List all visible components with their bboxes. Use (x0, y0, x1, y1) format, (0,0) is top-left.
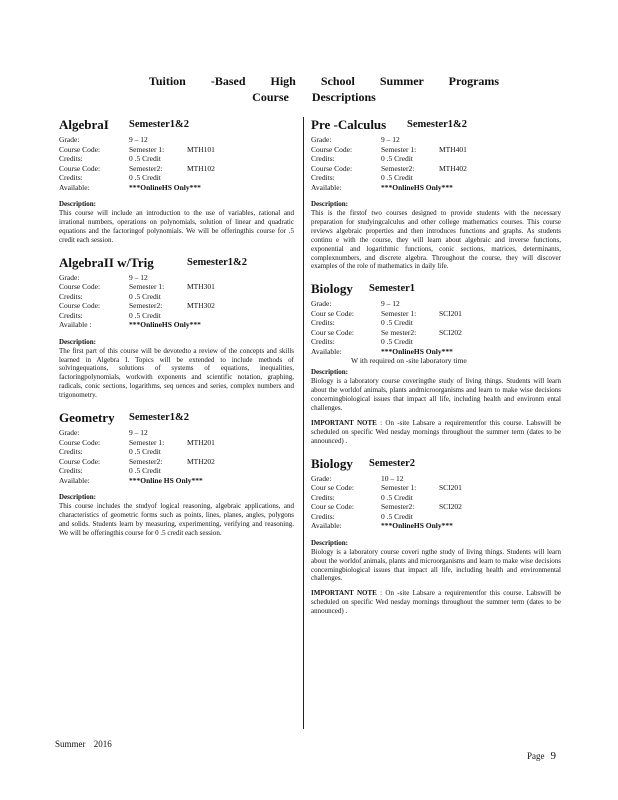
footer-term: Summer 2016 (55, 739, 112, 749)
course-semesters: Semester2 (369, 457, 416, 469)
description-heading: Description: (59, 200, 96, 208)
credits-label: Credits: (311, 492, 335, 502)
course-description: Biology is a laboratory course coveringthe study of living things. Students will learn about the worldof animals, plants andmicroorganisms and learn to make wise decisions concerningbiological issues that impact all life, including health and environm ental challenges. (311, 377, 561, 413)
semester1-label: Semester 1: (381, 308, 417, 318)
course-code-label: Course Code: (59, 144, 101, 154)
course-code-1: MTH301 (187, 282, 215, 292)
grade-label: Grade: (59, 135, 80, 144)
course-semesters: Semester1&2 (407, 119, 468, 130)
semester1-label: Semester 1: (381, 144, 417, 154)
credit-value-2: 0 .5 Credit (381, 511, 413, 521)
page-label: Page (527, 751, 545, 761)
course-code-label: Cour se Code: (311, 327, 354, 337)
document-title: Tuition -Based High School Summer Programs (148, 74, 500, 88)
important-note-label: IMPORTANT NOTE (311, 418, 377, 427)
available-label: Available: (311, 346, 342, 356)
course-code-label: Course Code: (311, 144, 353, 154)
course-code-label: Course Code: (59, 163, 101, 173)
important-note-label: IMPORTANT NOTE (311, 589, 377, 598)
course-pre-calculus (311, 117, 561, 271)
credit-value-1: 0 .5 Credit (381, 318, 413, 328)
course-code-label: Course Code: (59, 282, 101, 292)
course-algebra-2-trig (59, 255, 294, 400)
credit-value-2: 0 .5 Credit (381, 173, 413, 182)
credit-value-2: 0 .5 Credit (129, 310, 161, 320)
available-label: Available: (59, 475, 90, 485)
footer-page (527, 750, 556, 762)
course-code-label: Course Code: (311, 163, 353, 173)
left-column (59, 117, 294, 548)
course-code-1: MTH201 (187, 437, 215, 447)
important-note-text: : On -site Labsare a requirementfor this course. Labswill be scheduled on specific Wed nesday mornings throughout the summer term (dates to be announced) . (311, 589, 562, 616)
credits-label: Credits: (59, 310, 83, 320)
credits-label: Credits: (59, 466, 83, 476)
column-divider (303, 117, 304, 729)
semester2-label: Se mester2: (381, 327, 417, 337)
important-note (311, 589, 561, 616)
credit-value-2: 0 .5 Credit (381, 337, 413, 347)
course-description: Biology is a laboratory course coveri ngthe study of living things. Students will learn about the worldof animals, plants and microorganisms and learn to make wise decisions concerningbiological issues that impact all life, including health and environmental challenges. (311, 547, 561, 583)
credit-value-1: 0 .5 Credit (381, 492, 413, 502)
grade-value: 9 – 12 (381, 299, 400, 309)
grade-label: Grade: (311, 473, 332, 483)
description-heading: Description: (311, 538, 348, 547)
credit-value-1: 0 .5 Credit (129, 154, 161, 163)
semester2-label: Semester2: (381, 163, 415, 173)
course-code-2: SCI202 (439, 502, 462, 512)
credit-value-1: 0 .5 Credit (129, 447, 161, 457)
availability-value: ***Online HS Only*** (129, 475, 203, 485)
course-title: AlgebraII w/Trig (59, 254, 154, 270)
semester2-label: Semester2: (129, 163, 163, 173)
semester1-label: Semester 1: (129, 437, 165, 447)
course-title: Biology (311, 455, 353, 471)
available-label: Available: (59, 182, 90, 192)
credit-value-1: 0 .5 Credit (129, 291, 161, 301)
availability-value: ***OnlineHS Only*** (381, 182, 453, 192)
document-subtitle: Course Descriptions (252, 90, 376, 104)
important-note-text: : On -site Labsare a requirementfor this course. Labswill be scheduled on specific Wed nesday mornings throughout the summer term (dates to be announced) . (311, 418, 562, 445)
course-code-1: SCI201 (439, 308, 462, 318)
grade-value: 10 – 12 (381, 473, 404, 483)
credits-label: Credits: (311, 511, 335, 521)
course-semesters: Semester1&2 (129, 119, 190, 130)
course-code-label: Course Code: (59, 437, 101, 447)
credit-value-1: 0 .5 Credit (381, 154, 413, 163)
grade-label: Grade: (59, 272, 80, 282)
credit-value-2: 0 .5 Credit (129, 466, 161, 476)
credit-value-2: 0 .5 Credit (129, 173, 161, 182)
available-label: Available: (311, 182, 342, 192)
grade-value: 9 – 12 (129, 428, 148, 438)
semester2-label: Semester2: (381, 502, 415, 512)
course-code-1: MTH401 (439, 144, 467, 154)
grade-label: Grade: (59, 428, 80, 438)
course-code-label: Course Code: (59, 301, 101, 311)
description-heading: Description: (59, 493, 96, 502)
credits-label: Credits: (311, 154, 335, 163)
semester2-label: Semester2: (129, 301, 163, 311)
course-code-2: MTH402 (439, 163, 467, 173)
course-code-label: Cour se Code: (311, 308, 354, 318)
grade-value: 9 – 12 (129, 135, 148, 144)
course-biology-semester-2 (311, 456, 561, 616)
availability-value: ***OnlineHS Only*** (381, 521, 453, 531)
course-code-label: Cour se Code: (311, 483, 354, 493)
semester1-label: Semester 1: (381, 483, 417, 493)
description-heading: Description: (59, 337, 96, 346)
credits-label: Credits: (59, 447, 83, 457)
grade-value: 9 – 12 (381, 135, 400, 144)
credits-label: Credits: (311, 173, 335, 182)
course-code-2: SCI202 (439, 327, 462, 337)
availability-value: ***OnlineHS Only*** (129, 182, 201, 192)
semester1-label: Semester 1: (129, 144, 165, 154)
course-description: This is the firstof two courses designed to provide students with the necessary preparation for studyingcalculus and other college mathematics courses. This course reviews algebraic properties and then introduces functions and graphs. As students continu e with the course, they will learn about algebraic and inverse functions, exponential and logarithmic functions, conic sections, matrices, determinants, complexnumbers, and discrete algebra. Throughout the course, they will discover examples of the role of mathematics in daily life. (311, 209, 561, 271)
course-geometry (59, 410, 294, 538)
available-label: Available: (311, 521, 342, 531)
course-semesters: Semester1 (369, 283, 416, 295)
credits-label: Credits: (59, 173, 83, 182)
lab-requirement: W ith required on -site laboratory time (351, 356, 467, 366)
course-code-label: Course Code: (59, 456, 101, 466)
availability-value: ***OnlineHS Only*** (381, 346, 453, 356)
semester2-label: Semester2: (129, 456, 163, 466)
course-title: Geometry (59, 410, 115, 426)
course-semesters: Semester1&2 (187, 256, 248, 268)
important-note (311, 419, 561, 446)
course-code-1: SCI201 (439, 483, 462, 493)
course-title: Biology (311, 281, 353, 297)
grade-label: Grade: (311, 135, 332, 144)
availability-value: ***OnlineHS Only*** (129, 320, 201, 330)
course-description: The first part of this course will be devotedto a review of the concepts and skills learned in Algebra I. Topics will be extended to include methods of solvingequations, solutions of systems of equations, inequalities, factoringpolynomials, workwith exponents and scientific notation, graphing, radicals, conic sections, logarithms, seq uences and series, complex numbers and trigonometry. (59, 346, 294, 400)
credits-label: Credits: (59, 154, 83, 163)
course-algebra-1 (59, 117, 294, 245)
grade-label: Grade: (311, 299, 332, 309)
course-title: AlgebraI (59, 117, 109, 132)
semester1-label: Semester 1: (129, 282, 165, 292)
course-code-2: MTH102 (187, 163, 215, 173)
description-heading: Description: (311, 200, 348, 208)
grade-value: 9 – 12 (129, 272, 148, 282)
credits-label: Credits: (311, 318, 335, 328)
course-code-label: Cour se Code: (311, 502, 354, 512)
course-code-1: MTH101 (187, 144, 215, 154)
page-number: 9 (550, 750, 556, 762)
course-code-2: MTH302 (187, 301, 215, 311)
credits-label: Credits: (311, 337, 335, 347)
course-description: This course includes the studyof logical reasoning, algebraic applications, and characteristics of geometric forms such as points, lines, planes, angles, polygons and solids. Students learn by measuring, experimenting, verifying and reasoning. We will be offeringthis course for 0 .5 credit each session. (59, 502, 294, 537)
course-code-2: MTH202 (187, 456, 215, 466)
credits-label: Credits: (59, 291, 83, 301)
course-biology-semester-1 (311, 281, 561, 445)
course-description: This course will include an introduction to the use of variables, rational and irrational numbers, operations on polynomials, solution of linear and quadratic equations and the factoringof polynomials. We will be offeringthis course for .5 credit each session. (59, 209, 294, 244)
course-semesters: Semester1&2 (129, 412, 190, 424)
available-label: Available : (59, 320, 92, 330)
description-heading: Description: (311, 368, 348, 377)
course-title: Pre -Calculus (311, 117, 387, 132)
right-column (311, 117, 561, 626)
